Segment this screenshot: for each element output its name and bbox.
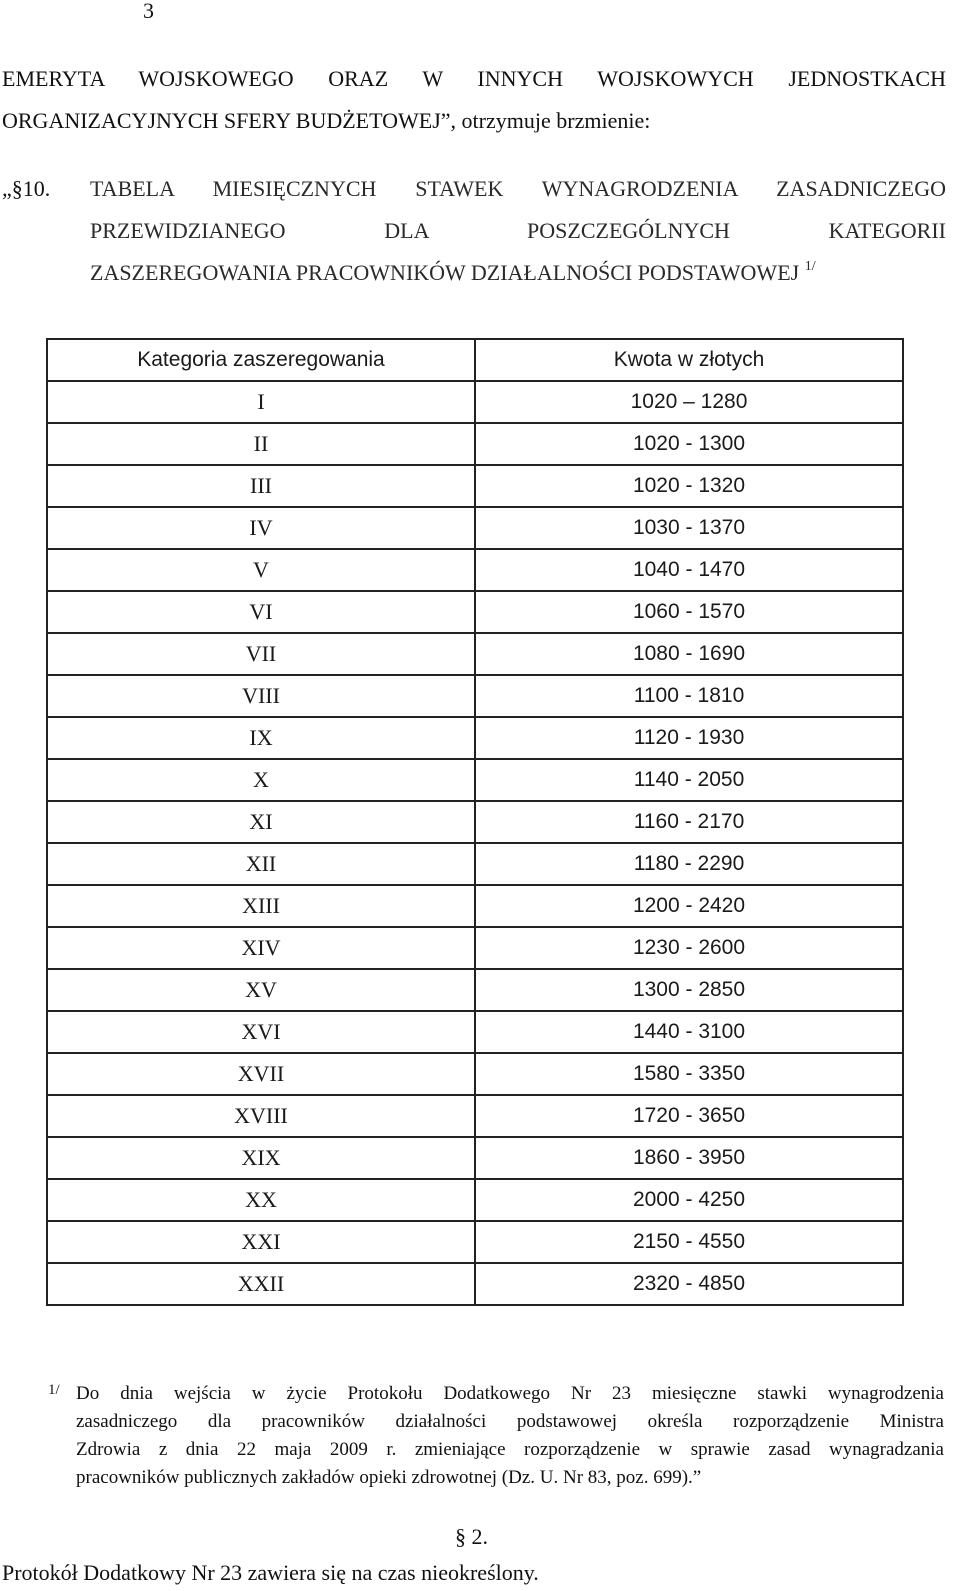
table-header-row (47, 339, 903, 381)
category-cell: XXII (47, 1263, 475, 1305)
paragraph-title-line-3: ZASZEREGOWANIA PRACOWNIKÓW DZIAŁALNOŚCI PODSTAWOWEJ (90, 260, 800, 285)
footnote-line-1: Do dnia wejścia w życie Protokołu Dodatkowego Nr 23 miesięczne stawki wynagrodzenia (76, 1383, 944, 1404)
amount-cell: 1230 - 2600 (475, 927, 903, 969)
category-cell: XVII (47, 1053, 475, 1095)
category-cell: II (47, 423, 475, 465)
amount-cell: 1720 - 3650 (475, 1095, 903, 1137)
footnote-reference[interactable]: 1/ (804, 259, 816, 274)
table-row (47, 633, 903, 675)
amount-cell: 1020 – 1280 (475, 381, 903, 423)
category-cell: XXI (47, 1221, 475, 1263)
category-cell: XIV (47, 927, 475, 969)
paragraph-title-line-3-wrapper (90, 252, 946, 294)
table-row (47, 423, 903, 465)
intro-text (2, 58, 946, 142)
amount-cell: 1020 - 1320 (475, 465, 903, 507)
table-row (47, 717, 903, 759)
paragraph-title-line-1: TABELA MIESIĘCZNYCH STAWEK WYNAGRODZENIA ZASADNICZEGO (90, 176, 946, 201)
footnote (46, 1380, 944, 1492)
header-amount: Kwota w złotych (475, 339, 903, 381)
closing-sentence: Protokół Dodatkowy Nr 23 zawiera się na czas nieokreślony. (2, 1560, 539, 1585)
paragraph-number: „§10. (2, 176, 51, 201)
category-cell: XII (47, 843, 475, 885)
category-cell: XVIII (47, 1095, 475, 1137)
category-cell: XVI (47, 1011, 475, 1053)
footnote-mark: 1/ (48, 1382, 60, 1398)
table-row (47, 843, 903, 885)
table-row (47, 1179, 903, 1221)
paragraph-title-line-2: PRZEWIDZIANEGO DLA POSZCZEGÓLNYCH KATEGORII (90, 218, 946, 243)
amount-cell: 2320 - 4850 (475, 1263, 903, 1305)
footnote-line-4: pracowników publicznych zakładów opieki zdrowotnej (Dz. U. Nr 83, poz. 699).” (76, 1467, 702, 1488)
table-row (47, 549, 903, 591)
table-row (47, 1221, 903, 1263)
category-cell: I (47, 381, 475, 423)
category-cell: XIII (47, 885, 475, 927)
table-row (47, 801, 903, 843)
salary-rates-table (46, 338, 904, 1306)
amount-cell: 1100 - 1810 (475, 675, 903, 717)
amount-cell: 1300 - 2850 (475, 969, 903, 1011)
table-row (47, 885, 903, 927)
category-cell: VII (47, 633, 475, 675)
table-row (47, 1011, 903, 1053)
table-row (47, 969, 903, 1011)
amount-cell: 1440 - 3100 (475, 1011, 903, 1053)
category-cell: XI (47, 801, 475, 843)
footnote-text (76, 1380, 944, 1492)
amount-cell: 2000 - 4250 (475, 1179, 903, 1221)
amount-cell: 1080 - 1690 (475, 633, 903, 675)
table-row (47, 1137, 903, 1179)
table-row (47, 1095, 903, 1137)
table-row (47, 759, 903, 801)
table-row (47, 507, 903, 549)
category-cell: IX (47, 717, 475, 759)
amount-cell: 1040 - 1470 (475, 549, 903, 591)
category-cell: XV (47, 969, 475, 1011)
category-cell: VIII (47, 675, 475, 717)
category-cell: III (47, 465, 475, 507)
section-2-heading: § 2. (455, 1524, 488, 1549)
table-row (47, 1053, 903, 1095)
amount-cell: 1120 - 1930 (475, 717, 903, 759)
category-cell: X (47, 759, 475, 801)
amount-cell: 1200 - 2420 (475, 885, 903, 927)
footnote-line-2: zasadniczego dla pracowników działalności podstawowej określa rozporządzenie Ministra (76, 1411, 944, 1432)
intro-line-2: ORGANIZACYJNYCH SFERY BUDŻETOWEJ”, otrzymuje brzmienie: (2, 108, 651, 133)
amount-cell: 1580 - 3350 (475, 1053, 903, 1095)
amount-cell: 1160 - 2170 (475, 801, 903, 843)
amount-cell: 1030 - 1370 (475, 507, 903, 549)
amount-cell: 1180 - 2290 (475, 843, 903, 885)
amount-cell: 1020 - 1300 (475, 423, 903, 465)
amount-cell: 1140 - 2050 (475, 759, 903, 801)
table-body (47, 381, 903, 1305)
category-cell: XX (47, 1179, 475, 1221)
table-row (47, 465, 903, 507)
footnote-line-3: Zdrowia z dnia 22 maja 2009 r. zmieniające rozporządzenie w sprawie zasad wynagradzania (76, 1439, 944, 1460)
page-number: 3 (143, 0, 154, 23)
header-category: Kategoria zaszeregowania (47, 339, 475, 381)
category-cell: IV (47, 507, 475, 549)
category-cell: XIX (47, 1137, 475, 1179)
table-row (47, 381, 903, 423)
amount-cell: 1860 - 3950 (475, 1137, 903, 1179)
table-row (47, 591, 903, 633)
amount-cell: 2150 - 4550 (475, 1221, 903, 1263)
category-cell: VI (47, 591, 475, 633)
table-row (47, 675, 903, 717)
category-cell: V (47, 549, 475, 591)
intro-line-1: EMERYTA WOJSKOWEGO ORAZ W INNYCH WOJSKOWYCH JEDNOSTKACH (2, 66, 946, 91)
amount-cell: 1060 - 1570 (475, 591, 903, 633)
table-row (47, 927, 903, 969)
paragraph-title (90, 168, 946, 294)
table-row (47, 1263, 903, 1305)
